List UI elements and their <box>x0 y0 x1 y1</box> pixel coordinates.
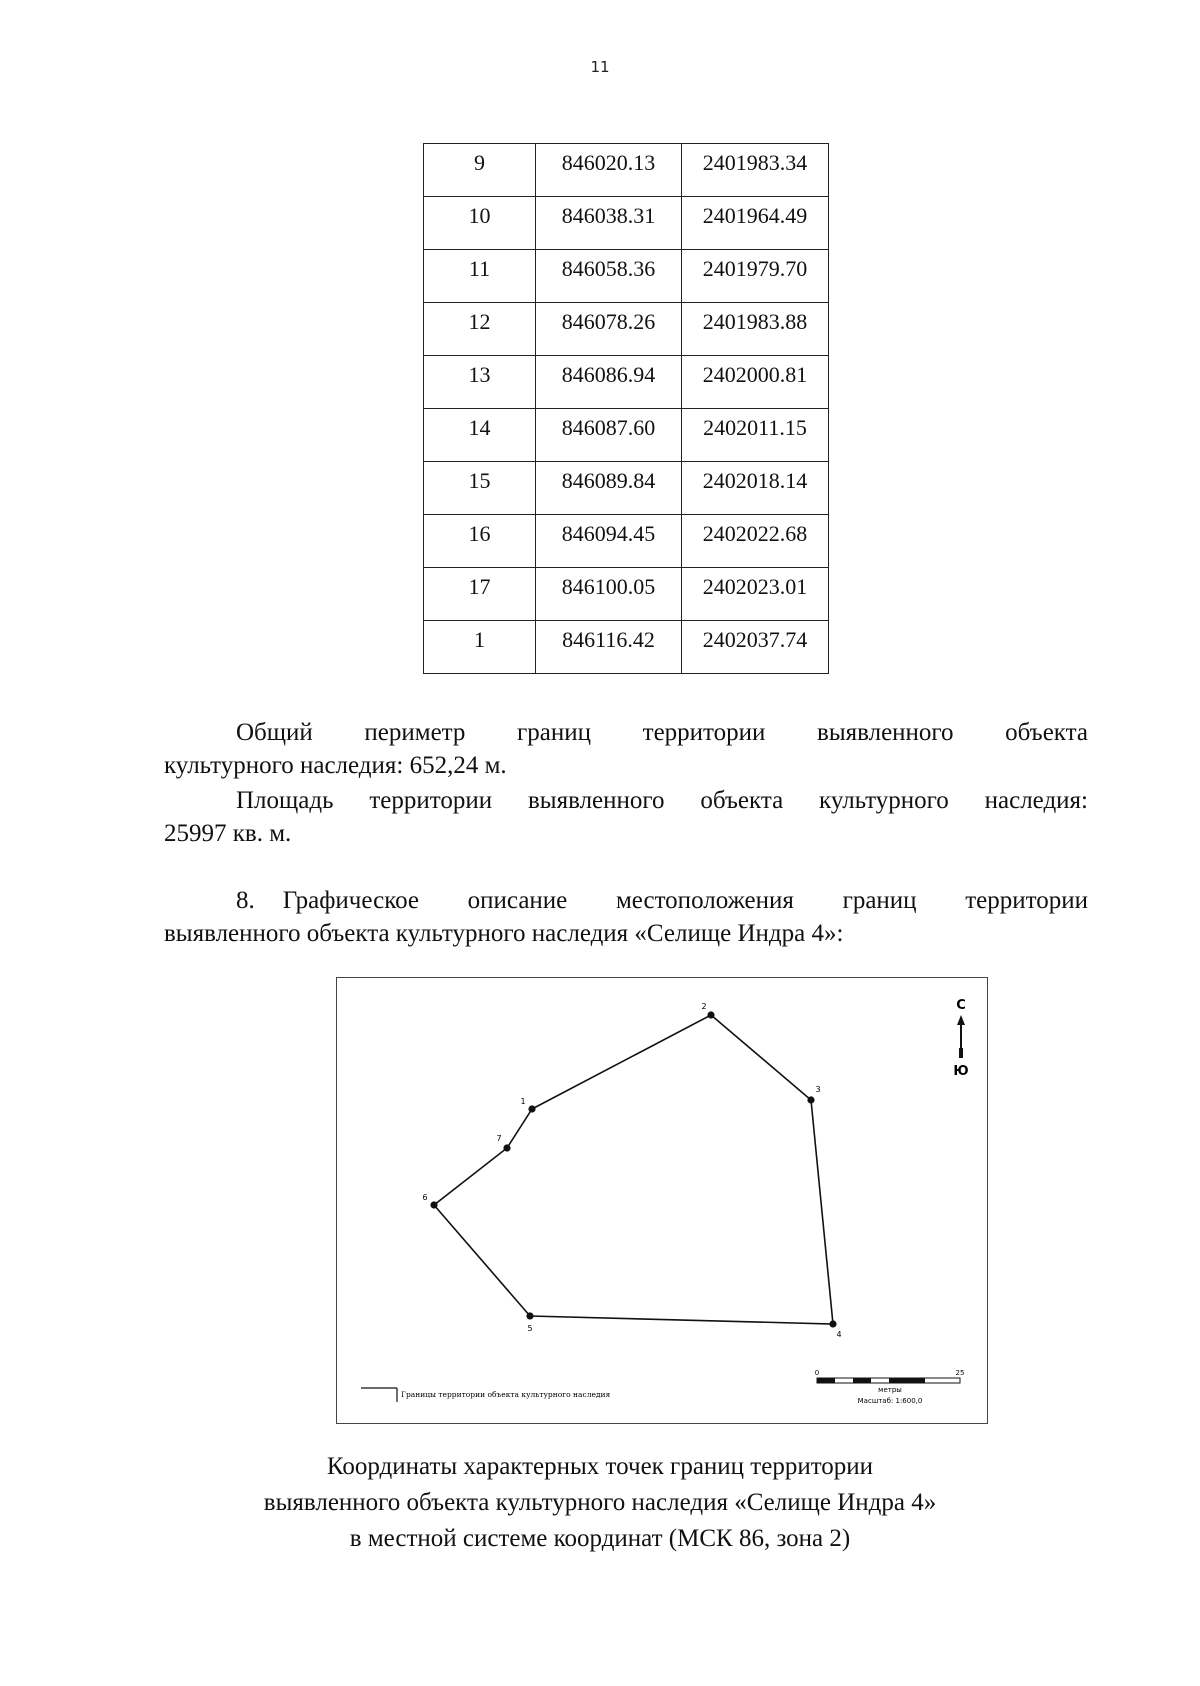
area-paragraph <box>164 784 1088 850</box>
table-row <box>424 409 829 462</box>
y-coordinate-cell: 2402022.68 <box>682 515 829 568</box>
point-number-cell: 1 <box>424 621 536 674</box>
north-arrow-icon <box>957 1015 965 1025</box>
boundary-vertex-3 <box>807 1096 814 1103</box>
section-8-line-2: выявленного объекта культурного наследия «Селище Индра 4»: <box>164 920 844 947</box>
y-coordinate-cell: 2401983.34 <box>682 144 829 197</box>
perimeter-word: Общий <box>236 719 313 746</box>
table-row <box>424 197 829 250</box>
point-number-cell: 17 <box>424 568 536 621</box>
point-number-cell: 11 <box>424 250 536 303</box>
x-coordinate-cell: 846089.84 <box>536 462 682 515</box>
y-coordinate-cell: 2401983.88 <box>682 303 829 356</box>
vertex-label-2: 2 <box>701 1002 707 1011</box>
boundary-vertex-7 <box>503 1144 510 1151</box>
point-number-cell: 13 <box>424 356 536 409</box>
table-row <box>424 515 829 568</box>
north-arrow <box>953 998 968 1079</box>
boundary-vertex-5 <box>526 1312 533 1319</box>
scale-bar-frame <box>817 1378 960 1383</box>
x-coordinate-cell: 846087.60 <box>536 409 682 462</box>
boundary-vertex-6 <box>430 1201 437 1208</box>
boundary-vertex-4 <box>829 1320 836 1327</box>
point-number-cell: 14 <box>424 409 536 462</box>
y-coordinate-cell: 2402018.14 <box>682 462 829 515</box>
x-coordinate-cell: 846058.36 <box>536 250 682 303</box>
vertex-label-4: 4 <box>836 1330 842 1339</box>
south-arrow-tail <box>959 1048 963 1058</box>
vertex-label-6: 6 <box>422 1193 428 1202</box>
perimeter-word: границ <box>517 719 592 746</box>
table-row <box>424 303 829 356</box>
perimeter-line-1 <box>164 716 1088 749</box>
south-label: Ю <box>953 1064 969 1079</box>
map-legend <box>361 1388 611 1402</box>
area-line-1: Площадь территории выявленного объекта культурного наследия: <box>236 787 1088 814</box>
scale-start-label: 0 <box>814 1369 820 1377</box>
point-number-cell: 12 <box>424 303 536 356</box>
page-number: 11 <box>590 58 610 76</box>
legend-text: Границы территории объекта культурного наследия <box>401 1390 611 1399</box>
scale-unit-label: метры <box>878 1386 902 1394</box>
perimeter-word: объекта <box>1005 719 1088 746</box>
vertex-label-1: 1 <box>520 1097 526 1106</box>
boundary-map-canvas <box>337 978 989 1425</box>
point-number-cell: 15 <box>424 462 536 515</box>
x-coordinate-cell: 846086.94 <box>536 356 682 409</box>
table-row <box>424 250 829 303</box>
perimeter-line-2: культурного наследия: 652,24 м. <box>164 752 507 779</box>
section-number: 8. <box>236 887 255 914</box>
point-number-cell: 9 <box>424 144 536 197</box>
point-number-cell: 16 <box>424 515 536 568</box>
boundary-vertex-1 <box>528 1105 535 1112</box>
scale-bar <box>815 1369 965 1405</box>
vertex-label-3: 3 <box>815 1085 821 1094</box>
y-coordinate-cell: 2401964.49 <box>682 197 829 250</box>
section-8-paragraph <box>164 884 1088 950</box>
table-row <box>424 568 829 621</box>
x-coordinate-cell: 846100.05 <box>536 568 682 621</box>
perimeter-word: периметр <box>364 719 466 746</box>
point-number-cell: 10 <box>424 197 536 250</box>
scale-ratio-label: Масштаб: 1:600,0 <box>857 1397 923 1405</box>
caption-line-1: Координаты характерных точек границ территории <box>326 1453 874 1480</box>
table-row <box>424 621 829 674</box>
scale-bar-segment <box>889 1378 925 1383</box>
caption-line-3: в местной системе координат (МСК 86, зона 2) <box>349 1525 851 1552</box>
boundary-vertex-2 <box>707 1011 714 1018</box>
x-coordinate-cell: 846020.13 <box>536 144 682 197</box>
vertex-label-5: 5 <box>527 1324 533 1333</box>
x-coordinate-cell: 846078.26 <box>536 303 682 356</box>
table-row <box>424 462 829 515</box>
perimeter-word: выявленного <box>817 719 954 746</box>
coordinates-table <box>423 143 829 674</box>
section-8-line-1 <box>164 884 1088 917</box>
north-label: С <box>956 998 966 1013</box>
scale-bar-segment <box>817 1378 835 1383</box>
vertex-group <box>422 1002 841 1339</box>
boundary-map <box>336 977 988 1424</box>
x-coordinate-cell: 846116.42 <box>536 621 682 674</box>
perimeter-word: территории <box>642 719 766 746</box>
caption-line-2: выявленного объекта культурного наследия «Селище Индра 4» <box>263 1489 937 1516</box>
y-coordinate-cell: 2402000.81 <box>682 356 829 409</box>
coordinates-caption <box>0 1449 1200 1557</box>
section-8-heading-text: Графическое описание местоположения границ территории <box>282 887 1088 914</box>
y-coordinate-cell: 2402023.01 <box>682 568 829 621</box>
scale-end-label: 25 <box>955 1369 965 1377</box>
table-row <box>424 356 829 409</box>
x-coordinate-cell: 846038.31 <box>536 197 682 250</box>
table-row <box>424 144 829 197</box>
scale-bar-segment <box>853 1378 871 1383</box>
area-line-2: 25997 кв. м. <box>164 820 292 847</box>
y-coordinate-cell: 2402037.74 <box>682 621 829 674</box>
y-coordinate-cell: 2401979.70 <box>682 250 829 303</box>
perimeter-paragraph <box>164 716 1088 782</box>
vertex-label-7: 7 <box>496 1134 502 1143</box>
y-coordinate-cell: 2402011.15 <box>682 409 829 462</box>
boundary-polygon <box>434 1015 833 1324</box>
x-coordinate-cell: 846094.45 <box>536 515 682 568</box>
